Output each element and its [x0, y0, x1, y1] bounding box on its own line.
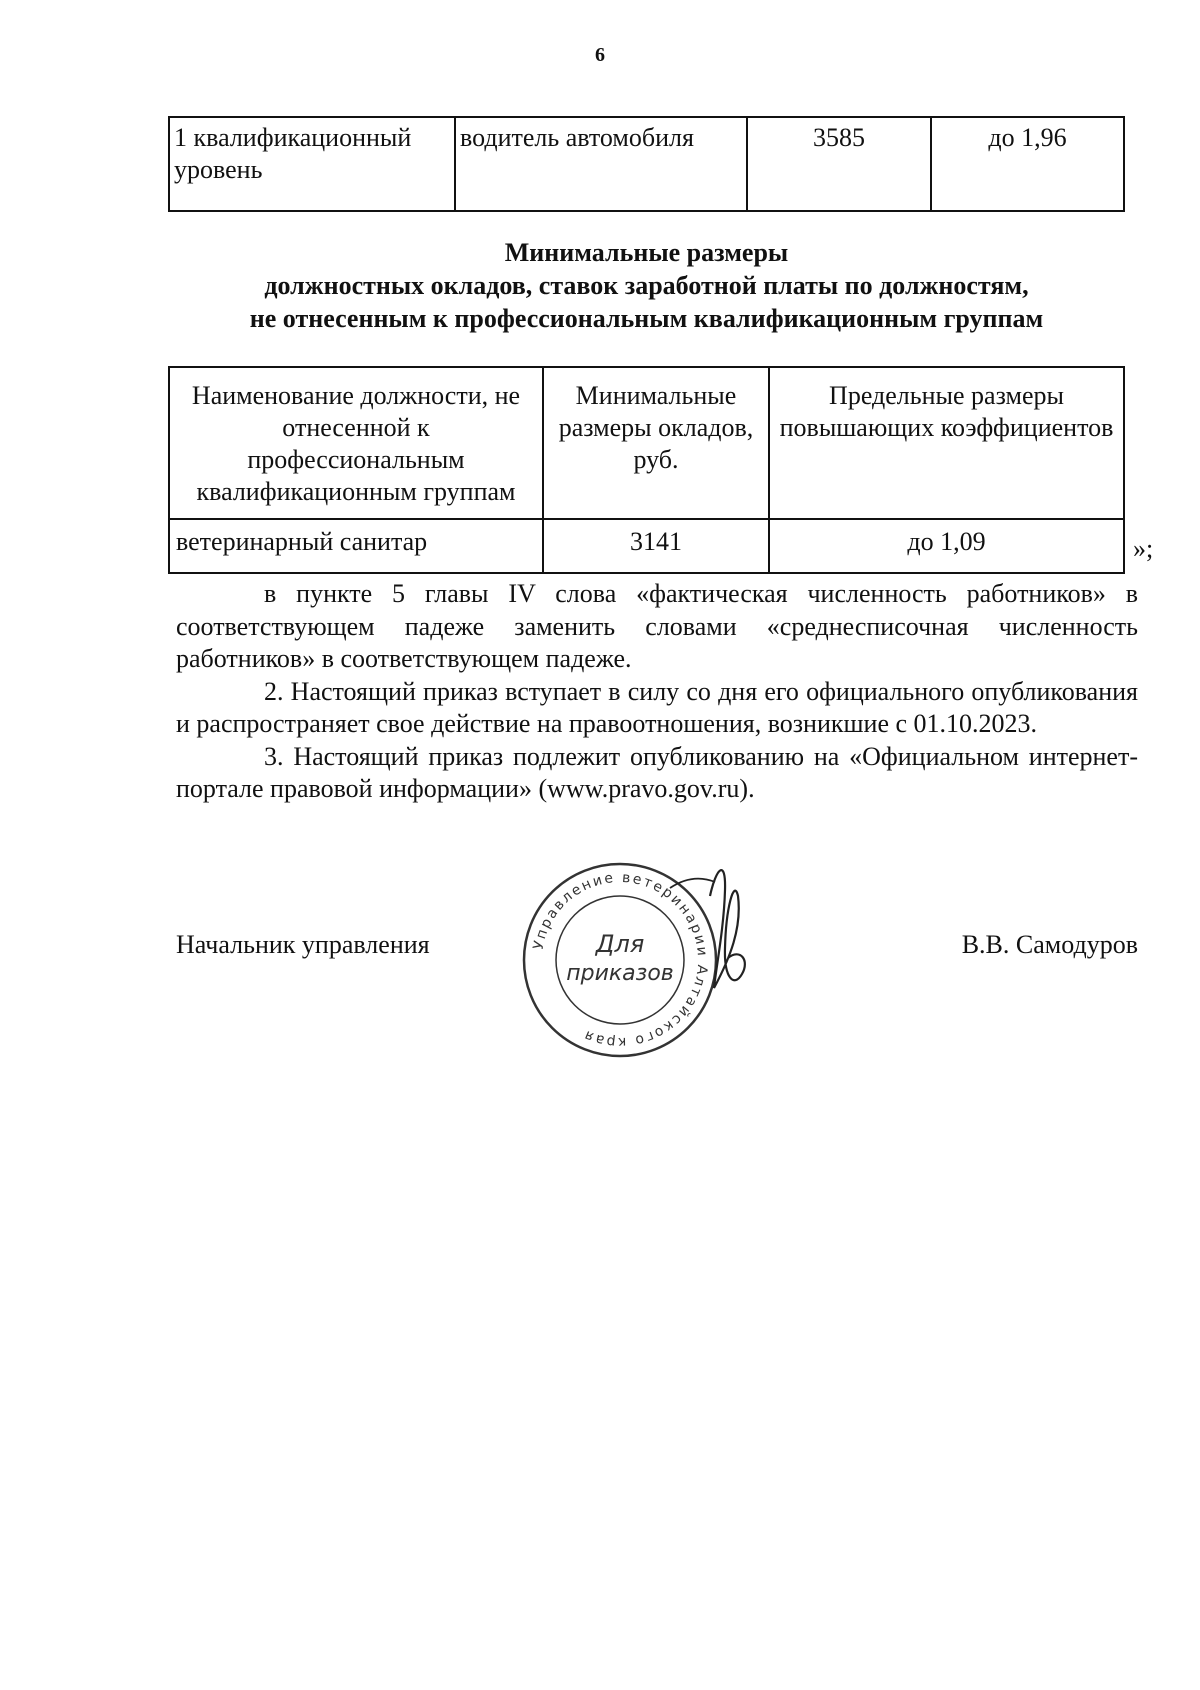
section-title: [168, 236, 1125, 335]
column-header: Минимальные размеры окладов, руб.: [543, 367, 769, 519]
section-title-line: не отнесенным к профессиональным квалификационным группам: [249, 304, 1044, 333]
svg-text:приказов: приказов: [566, 961, 674, 986]
salary-table: [168, 366, 1125, 574]
top-table: [168, 116, 1125, 212]
section-title-line: Минимальные размеры: [504, 238, 789, 267]
paragraph: 3. Настоящий приказ подлежит опубликованию на «Официальном интернет-портале правовой информации» (www.pravo.gov.ru).: [176, 741, 1138, 803]
svg-text:Для: Для: [595, 930, 645, 958]
table-cell: 3141: [543, 519, 769, 573]
column-header: Предельные размеры повышающих коэффициентов: [769, 367, 1124, 519]
stamp-and-signature: [520, 848, 820, 1078]
table-cell: водитель автомобиля: [455, 117, 747, 211]
official-stamp: [520, 848, 820, 1078]
table-cell: ветеринарный санитар: [169, 519, 543, 573]
table-cell: до 1,96: [931, 117, 1124, 211]
svg-text:Управление ветеринарии Алтайск: Управление ветеринарии Алтайского края: [530, 869, 711, 1051]
table-cell: 3585: [747, 117, 931, 211]
paragraph: в пункте 5 главы IV слова «фактическая численность работников» в соответствующем падеже заменить словами «среднесписочная численность работников» в соответствующем падеже.: [176, 579, 1138, 673]
body-text: [176, 578, 1138, 806]
page-number: 6: [595, 44, 605, 66]
signatory-name: В.В. Самодуров: [961, 930, 1138, 959]
paragraph: 2. Настоящий приказ вступает в силу со дня его официального опубликования и распространяет свое действие на правоотношения, возникшие с 01.10.2023.: [176, 676, 1138, 738]
section-title-line: должностных окладов, ставок заработной платы по должностям,: [264, 271, 1029, 300]
column-header: Наименование должности, не отнесенной к профессиональным квалификационным группам: [169, 367, 543, 519]
signature-scribble: [710, 870, 745, 988]
table-cell: 1 квалификационный уровень: [169, 117, 455, 211]
table-row: [169, 519, 1124, 573]
table-cell: до 1,09: [769, 519, 1124, 573]
closing-quote: »;: [1133, 534, 1154, 563]
table-row: [169, 117, 1124, 211]
table-header-row: [169, 367, 1124, 519]
signatory-title: Начальник управления: [176, 930, 430, 959]
